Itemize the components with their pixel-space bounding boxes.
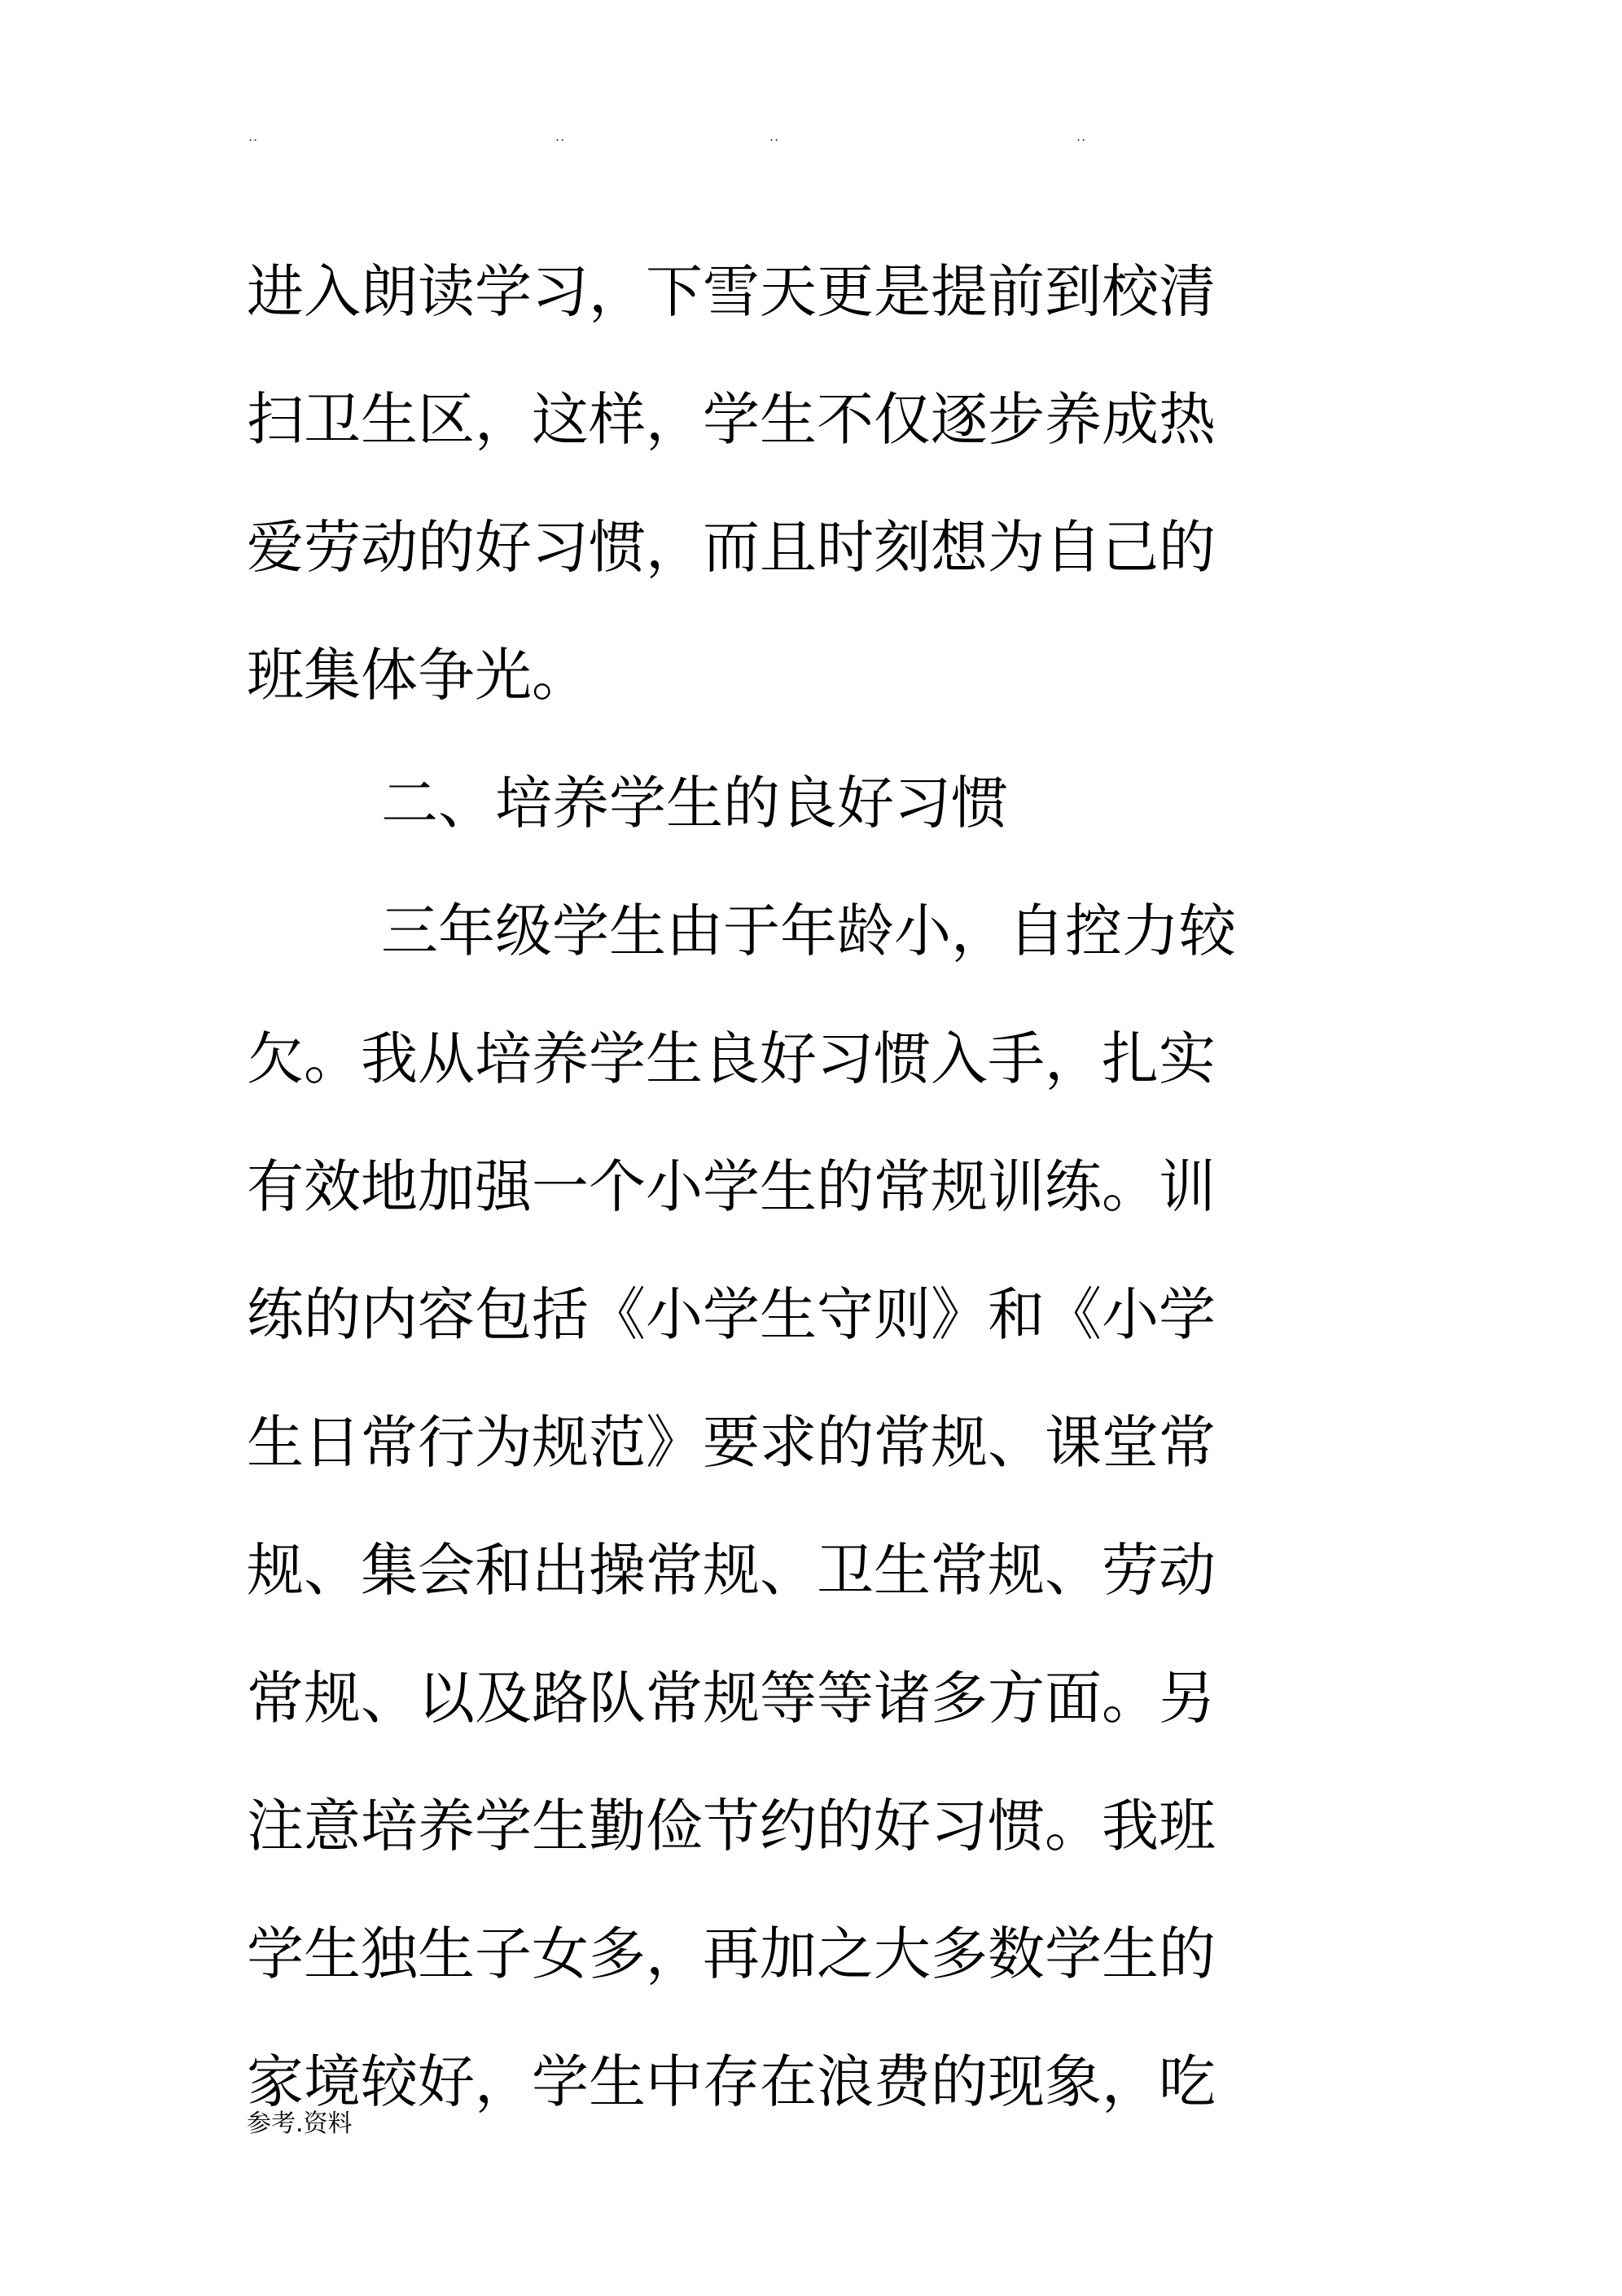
header-marks [0, 129, 1622, 145]
text-line: 注意培养学生勤俭节约的好习惯。我班 [247, 1793, 1216, 1859]
text-line: 练的内容包括《小学生守则》和《小学 [247, 1281, 1216, 1348]
text-line: 欠。我从培养学生良好习惯入手，扎实 [247, 1025, 1216, 1092]
header-mark: .. [1076, 129, 1087, 144]
footer-label: 参考.资料 [247, 2109, 353, 2138]
text-line: 进入朗读学习，下雪天更是提前到校清 [247, 258, 1216, 325]
text-line: 家境较好，学生中存在浪费的现象，吃 [247, 2048, 1216, 2115]
text-line: 爱劳动的好习惯，而且时刻想为自己的 [247, 514, 1216, 581]
text-line: 扫卫生区，这样，学生不仅逐步养成热 [247, 386, 1216, 453]
section-heading: 二、培养学生的良好习惯 [381, 770, 1008, 836]
text-line: 规、集会和出操常规、卫生常规、劳动 [247, 1537, 1216, 1604]
text-line: 班集体争光。 [247, 642, 589, 709]
text-line: 常规、以及路队常规等等诸多方面。另 [247, 1665, 1216, 1732]
text-line: 有效地加强一个小学生的常规训练。训 [247, 1153, 1216, 1220]
header-mark: .. [248, 129, 259, 144]
paragraph-first-line: 三年级学生由于年龄小，自控力较 [381, 898, 1236, 964]
text-line: 生日常行为规范》要求的常规、课堂常 [247, 1409, 1216, 1476]
header-mark: .. [555, 129, 566, 144]
text-line: 学生独生子女多，再加之大多数学生的 [247, 1921, 1216, 1987]
document-body [247, 228, 1403, 2146]
header-mark: .. [769, 129, 780, 144]
